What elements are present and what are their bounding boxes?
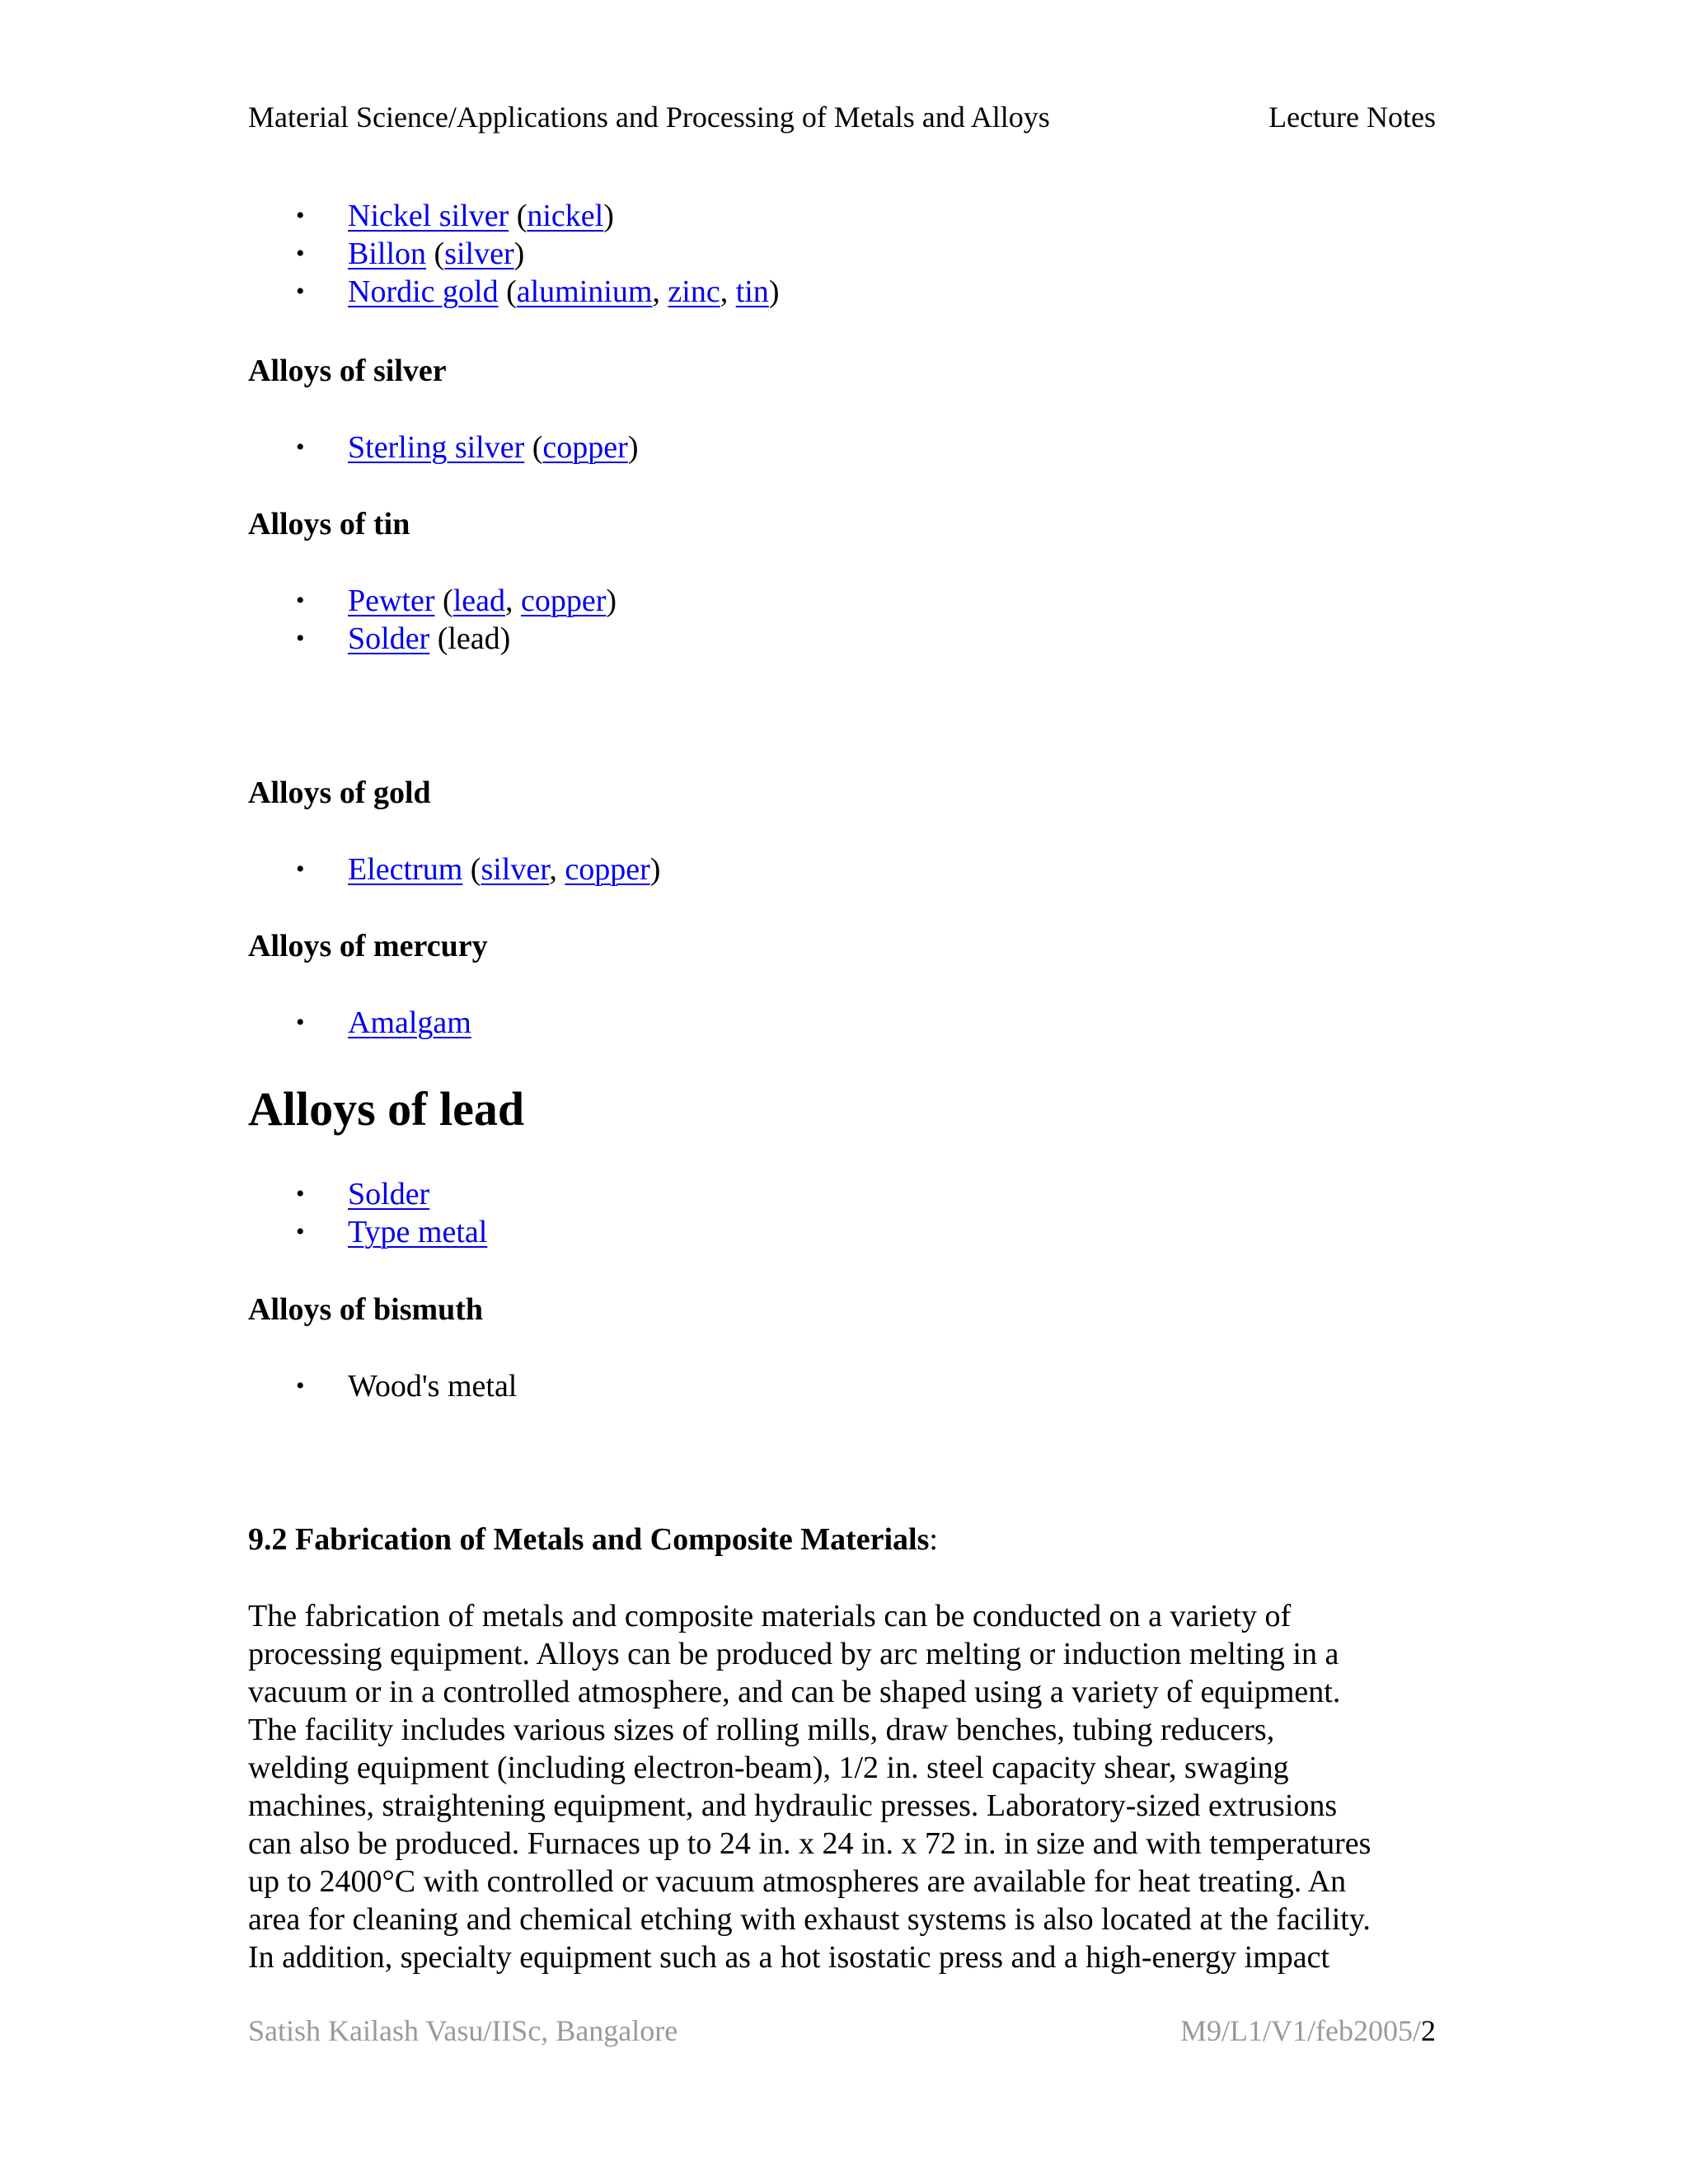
element-text: lead	[448, 621, 500, 656]
section-bismuth-alloys	[248, 1291, 1436, 1329]
list-item	[248, 620, 1436, 658]
alloy-name-link[interactable]: Nickel silver	[348, 199, 509, 233]
element-link[interactable]: copper	[520, 583, 607, 618]
bullet-icon: •	[296, 625, 305, 652]
paragraph-line: In addition, specialty equipment such as a hot isostatic press and a high-energy impact	[248, 1940, 1330, 1975]
footer-doc-id	[1180, 2011, 1436, 2050]
tin-alloys-heading: Alloys of tin	[248, 507, 410, 541]
alloy-name-link[interactable]: Type metal	[348, 1215, 488, 1249]
alloy-name-link[interactable]: Billon	[348, 237, 427, 271]
separator: ,	[720, 274, 736, 309]
silver-alloys-list	[248, 429, 1436, 466]
mercury-alloys-list	[248, 1004, 1436, 1042]
list-item	[248, 273, 1436, 311]
list-item	[248, 235, 1436, 273]
lead-alloys-heading: Alloys of lead	[248, 1082, 525, 1136]
section-9-2	[248, 1521, 1436, 1558]
tin-alloys-list	[248, 582, 1436, 658]
footer-doc-code: M9/L1/V1/feb2005/	[1180, 2014, 1421, 2047]
alloy-name-link[interactable]: Amalgam	[348, 1005, 471, 1040]
bismuth-alloys-list	[248, 1367, 1436, 1405]
paren-close: )	[513, 237, 525, 271]
paragraph-line: The fabrication of metals and composite materials can be conducted on a variety of	[248, 1599, 1292, 1633]
gold-alloys-list	[248, 851, 1436, 888]
tin-alloys-list-wrap	[248, 582, 1436, 658]
lead-alloys-list-wrap	[248, 1175, 1436, 1251]
bullet-icon: •	[296, 1180, 305, 1207]
mercury-alloys-heading: Alloys of mercury	[248, 929, 488, 963]
bullet-icon: •	[296, 202, 305, 229]
bullet-list	[248, 197, 1436, 311]
bullet-icon: •	[296, 1218, 305, 1245]
bullet-icon: •	[296, 1372, 305, 1399]
paragraph-line: up to 2400°C with controlled or vacuum atmospheres are available for heat treating. An	[248, 1864, 1347, 1899]
list-item	[248, 851, 1436, 888]
silver-alloys-list-wrap	[248, 429, 1436, 466]
section-title-text: 9.2 Fabrication of Metals and Composite Materials	[248, 1522, 930, 1557]
mercury-alloys-list-wrap	[248, 1004, 1436, 1042]
bullet-icon: •	[296, 855, 305, 883]
element-link[interactable]: tin	[735, 274, 769, 309]
separator: ,	[504, 583, 521, 618]
paragraph-line: can also be produced. Furnaces up to 24 in. x 24 in. x 72 in. in size and with temperatures	[248, 1826, 1372, 1861]
paragraph-line: The facility includes various sizes of rolling mills, draw benches, tubing reducers,	[248, 1713, 1275, 1747]
paren-close: )	[649, 852, 661, 887]
header-course-title: Material Science/Applications and Processing of Metals and Alloys	[248, 101, 1050, 134]
paren-open: (	[434, 583, 453, 618]
bullet-icon: •	[296, 240, 305, 267]
element-link[interactable]: silver	[481, 852, 550, 887]
paren-open: (	[498, 274, 517, 309]
separator: ,	[652, 274, 668, 309]
element-link[interactable]: copper	[542, 430, 628, 465]
paren-close: )	[768, 274, 780, 309]
alloy-name-link[interactable]: Pewter	[348, 583, 435, 618]
gold-alloys-heading: Alloys of gold	[248, 776, 431, 810]
paren-open: (	[462, 852, 481, 887]
alloy-name-link[interactable]: Solder	[348, 1177, 430, 1212]
section-silver-alloys	[248, 352, 1436, 390]
section-mercury-alloys	[248, 927, 1436, 965]
list-item	[248, 1213, 1436, 1251]
section-9-2-body	[248, 1597, 1436, 1976]
section-title-colon: :	[929, 1522, 938, 1557]
page-number: 2	[1421, 2014, 1436, 2047]
bullet-icon: •	[296, 587, 305, 614]
bismuth-alloy-name: Wood's metal	[348, 1369, 518, 1404]
bullet-icon: •	[296, 1009, 305, 1036]
element-link[interactable]: nickel	[527, 199, 604, 233]
alloy-name-link[interactable]: Nordic gold	[348, 274, 499, 309]
list-item	[248, 1175, 1436, 1213]
paren-close: )	[606, 583, 617, 618]
bismuth-alloys-list-wrap	[248, 1367, 1436, 1405]
section-tin-alloys	[248, 505, 1436, 543]
body-paragraph	[248, 1597, 1436, 1976]
lead-alloys-list	[248, 1175, 1436, 1251]
bullet-icon: •	[296, 278, 305, 305]
gold-alloys-list-wrap	[248, 851, 1436, 888]
header-doc-type: Lecture Notes	[1268, 101, 1436, 134]
alloy-name-link[interactable]: Sterling silver	[348, 430, 525, 465]
paren-close: )	[627, 430, 639, 465]
paragraph-line: welding equipment (including electron-beam), 1/2 in. steel capacity shear, swaging	[248, 1750, 1289, 1785]
alloy-list-continued	[248, 197, 1436, 311]
paragraph-line: processing equipment. Alloys can be produced by arc melting or induction melting in a	[248, 1637, 1339, 1671]
element-link[interactable]: copper	[565, 852, 650, 887]
page-header	[248, 97, 1436, 137]
list-item	[248, 1004, 1436, 1042]
list-item	[248, 197, 1436, 235]
list-item	[248, 429, 1436, 466]
paragraph-line: vacuum or in a controlled atmosphere, and can be shaped using a variety of equipment.	[248, 1675, 1341, 1709]
paren-open: (	[429, 621, 448, 656]
alloy-name-link[interactable]: Electrum	[348, 852, 463, 887]
section-gold-alloys	[248, 774, 1436, 812]
paren-open: (	[426, 237, 445, 271]
paren-open: (	[509, 199, 528, 233]
element-link[interactable]: silver	[444, 237, 514, 271]
silver-alloys-heading: Alloys of silver	[248, 354, 447, 388]
separator: ,	[549, 852, 565, 887]
section-title	[248, 1521, 1436, 1558]
paragraph-line: machines, straightening equipment, and hydraulic presses. Laboratory-sized extrusions	[248, 1788, 1338, 1823]
paren-close: )	[499, 621, 511, 656]
paren-open: (	[524, 430, 543, 465]
section-lead-alloys	[248, 1080, 1436, 1138]
footer-author: Satish Kailash Vasu/IISc, Bangalore	[248, 2014, 678, 2047]
element-link[interactable]: zinc	[668, 274, 720, 309]
bismuth-alloys-heading: Alloys of bismuth	[248, 1292, 484, 1327]
page-footer	[248, 2011, 1436, 2050]
paren-close: )	[603, 199, 614, 233]
list-item	[248, 582, 1436, 620]
paragraph-line: area for cleaning and chemical etching with exhaust systems is also located at the facility.	[248, 1902, 1371, 1937]
element-link[interactable]: aluminium	[516, 274, 653, 309]
list-item	[248, 1367, 1436, 1405]
alloy-name-link[interactable]: Solder	[348, 621, 430, 656]
element-link[interactable]: lead	[452, 583, 505, 618]
bullet-icon: •	[296, 434, 305, 461]
